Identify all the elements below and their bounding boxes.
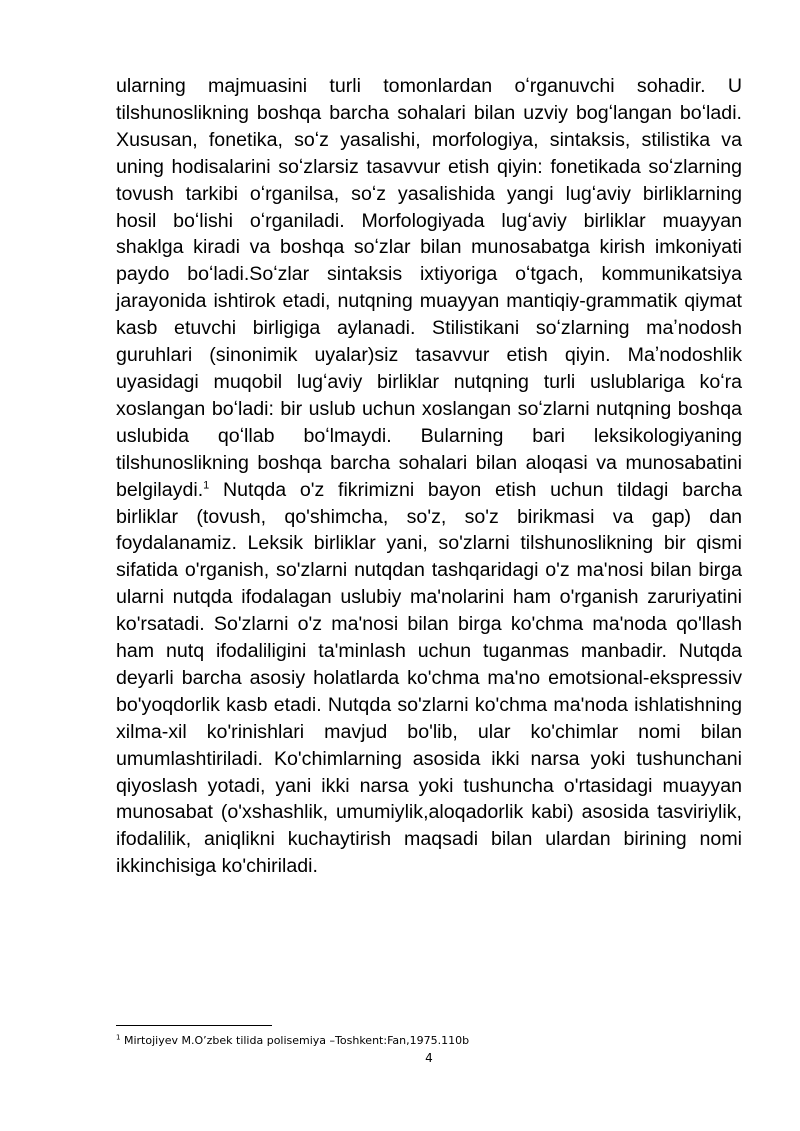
paragraph-text-part1: ularning majmuasini turli tomonlardan oʻrganuvchi sohadir. U tilshunoslikning boshqa barcha sohalari bilan uzviy bogʻlangan boʻladi. Xususan, fonetika, soʻz yasalishi, morfologiya, sintaksis, stilistika va uning hodisalarini soʻzlarsiz tasavvur etish qiyin: fonetikada soʻzlarning tovush tarkibi oʻrganilsa, soʻz yasalishida yangi lugʻaviy birliklarning hosil boʻlishi oʻrganiladi. Morfologiyada lugʻaviy birliklar muayyan shaklga kiradi va boshqa soʻzlar bilan munosabatga kirish imkoniyati paydo boʻladi.Soʻzlar sintaksis ixtiyoriga oʻtgach, kommunikatsiya jarayonida ishtirok etadi, nutqning muayyan mantiqiy-grammatik qiymat kasb etuvchi birligiga aylanadi. Stilistikani soʻzlarning maʼnodosh guruhlari (sinonimik uyalar)siz tasavvur etish qiyin. Maʼnodoshlik uyasidagi muqobil lugʻaviy birliklar nutqning turli uslublariga koʻra xoslangan boʻladi: bir uslub uchun xoslangan soʻzlarni nutqning boshqa uslubida qoʻllab boʻlmaydi. Bularning bari leksikologiyaning tilshunoslikning boshqa barcha sohalari bilan aloqasi va munosabatini belgilaydi. [116, 75, 742, 501]
footnote-reference[interactable]: 1 [203, 479, 210, 492]
footnote-text: Mirtojiyev M.O’zbek tilida polisemiya –Toshkent:Fan,1975.110b [120, 1034, 470, 1047]
footnote-separator [116, 1025, 272, 1026]
paragraph-text-part2: Nutqda o'z fikrimizni bayon etish uchun tildagi barcha birliklar (tovush, qo'shimcha, so'z, so'z birikmasi va gap) dan foydalanamiz. Leksik birliklar yani, so'zlarni tilshunoslikning bir qismi sifatida o'rganish, so'zlarni nutqdan tashqaridagi o'z ma'nosi bilan birga ularni nutqda ifodalagan uslubiy ma'nolarini ham o'rganish zaruriyatini ko'rsatadi. So'zlarni o'z ma'nosi bilan birga ko'chma ma'noda qo'llash ham nutq ifodaliligini ta'minlash uchun tuganmas manbadir. Nutqda deyarli barcha asosiy holatlarda ko'chma ma'no emotsional-ekspressiv bo'yoqdorlik kasb etadi. Nutqda so'zlarni ko'chma ma'noda ishlatishning xilma-xil ko'rinishlari mavjud bo'lib, ular ko'chimlar nomi bilan umumlashtiriladi. Ko'chimlarning asosida ikki narsa yoki tushunchani qiyoslash yotadi, yani ikki narsa yoki tushuncha o'rtasidagi muayyan munosabat (o'xshashlik, umumiylik,aloqadorlik kabi) asosida tasviriylik, ifodalilik, aniqlikni kuchaytirish maqsadi bilan ulardan birining nomi ikkinchisiga ko'chiriladi. [116, 478, 742, 878]
footnote [116, 1034, 742, 1048]
footnote-marker: 1 [116, 1033, 121, 1042]
body-paragraph [116, 73, 742, 880]
page-number: 4 [425, 1051, 433, 1065]
